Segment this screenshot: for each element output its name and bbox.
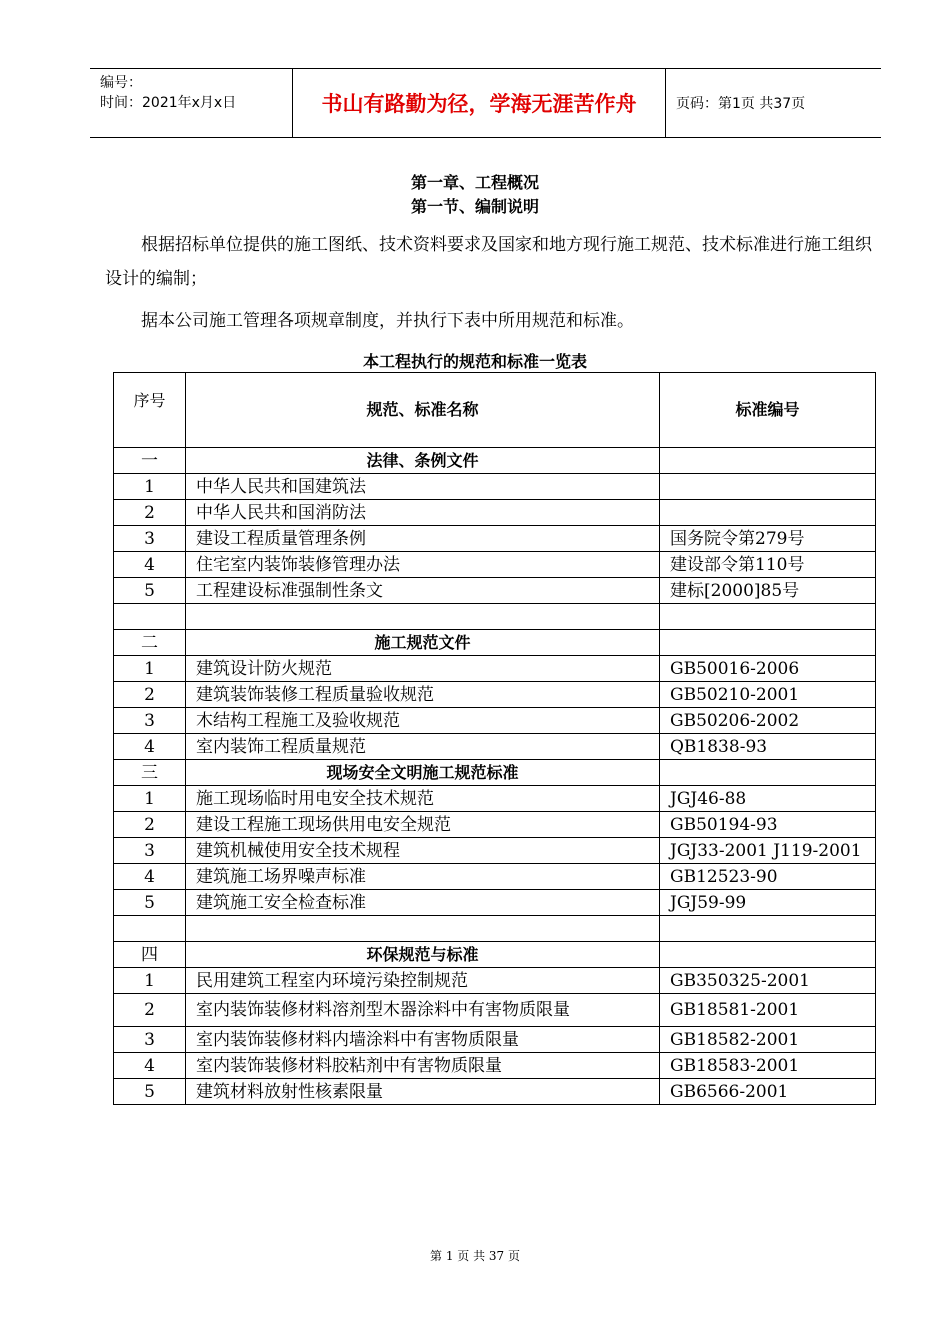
row-name-cell bbox=[186, 604, 660, 630]
header-page-info: 页码：第1页 共37页 bbox=[676, 96, 806, 112]
chapter-title: 第一章、工程概况 bbox=[410, 173, 539, 192]
table-row bbox=[114, 812, 876, 838]
row-name-cell: 施工现场临时用电安全技术规范 bbox=[186, 786, 660, 812]
row-number-cell: 5 bbox=[114, 890, 186, 916]
row-code-cell: GB6566-2001 bbox=[660, 1079, 876, 1105]
row-number-cell bbox=[114, 916, 186, 942]
row-number-cell bbox=[114, 604, 186, 630]
row-code-cell: GB50206-2002 bbox=[660, 708, 876, 734]
row-code-cell: JGJ33-2001 J119-2001 bbox=[660, 838, 876, 864]
row-number-cell: 1 bbox=[114, 474, 186, 500]
header-cell-number: 序号 bbox=[114, 373, 186, 448]
page-header bbox=[90, 68, 881, 138]
row-code-cell bbox=[660, 630, 876, 656]
header-cell-name: 规范、标准名称 bbox=[186, 373, 660, 448]
table-row bbox=[114, 656, 876, 682]
table-row bbox=[114, 1027, 876, 1053]
row-name-cell: 建筑材料放射性核素限量 bbox=[186, 1079, 660, 1105]
row-name-cell: 建设工程施工现场供用电安全规范 bbox=[186, 812, 660, 838]
table-title: 本工程执行的规范和标准一览表 bbox=[362, 352, 587, 371]
table-row bbox=[114, 1079, 876, 1105]
row-name-cell: 室内装饰工程质量规范 bbox=[186, 734, 660, 760]
table-row bbox=[114, 916, 876, 942]
row-number-cell: 2 bbox=[114, 812, 186, 838]
row-number-cell: 3 bbox=[114, 708, 186, 734]
table-row bbox=[114, 838, 876, 864]
row-code-cell: GB50016-2006 bbox=[660, 656, 876, 682]
table-row bbox=[114, 994, 876, 1027]
table-header-row bbox=[114, 373, 876, 448]
row-number-cell: 5 bbox=[114, 1079, 186, 1105]
row-name-cell: 中华人民共和国消防法 bbox=[186, 500, 660, 526]
row-code-cell: QB1838-93 bbox=[660, 734, 876, 760]
row-name-cell: 建筑机械使用安全技术规程 bbox=[186, 838, 660, 864]
row-code-cell: GB18582-2001 bbox=[660, 1027, 876, 1053]
row-number-cell: 1 bbox=[114, 968, 186, 994]
row-code-cell: JGJ46-88 bbox=[660, 786, 876, 812]
row-code-cell: GB12523-90 bbox=[660, 864, 876, 890]
row-code-cell: GB18583-2001 bbox=[660, 1053, 876, 1079]
row-number-cell: 4 bbox=[114, 1053, 186, 1079]
table-section-row bbox=[114, 448, 876, 474]
row-number-cell: 2 bbox=[114, 500, 186, 526]
row-number-cell: 1 bbox=[114, 656, 186, 682]
row-code-cell bbox=[660, 500, 876, 526]
row-number-cell: 5 bbox=[114, 578, 186, 604]
table-row bbox=[114, 474, 876, 500]
table-row bbox=[114, 734, 876, 760]
row-name-cell: 施工规范文件 bbox=[186, 630, 660, 656]
row-number-cell: 4 bbox=[114, 864, 186, 890]
row-number-cell: 4 bbox=[114, 552, 186, 578]
row-number-cell: 3 bbox=[114, 526, 186, 552]
table-row bbox=[114, 500, 876, 526]
row-name-cell: 工程建设标准强制性条文 bbox=[186, 578, 660, 604]
row-code-cell: 建设部令第110号 bbox=[660, 552, 876, 578]
table-row bbox=[114, 604, 876, 630]
table-row bbox=[114, 968, 876, 994]
row-number-cell: 四 bbox=[114, 942, 186, 968]
header-meta bbox=[90, 69, 292, 137]
row-name-cell: 建筑施工场界噪声标准 bbox=[186, 864, 660, 890]
header-motto: 书山有路勤为径，学海无涯苦作舟 bbox=[321, 92, 637, 116]
row-name-cell: 建筑设计防火规范 bbox=[186, 656, 660, 682]
table-row bbox=[114, 864, 876, 890]
table-row bbox=[114, 682, 876, 708]
row-code-cell: 建标[2000]85号 bbox=[660, 578, 876, 604]
row-number-cell: 2 bbox=[114, 994, 186, 1027]
row-name-cell: 建筑装饰装修工程质量验收规范 bbox=[186, 682, 660, 708]
row-name-cell: 木结构工程施工及验收规范 bbox=[186, 708, 660, 734]
row-name-cell: 环保规范与标准 bbox=[186, 942, 660, 968]
row-code-cell: GB350325-2001 bbox=[660, 968, 876, 994]
row-name-cell: 建筑施工安全检查标准 bbox=[186, 890, 660, 916]
time-label: 时间：2021年x月x日 bbox=[100, 95, 237, 111]
header-cell-code: 标准编号 bbox=[660, 373, 876, 448]
row-code-cell bbox=[660, 604, 876, 630]
row-code-cell: GB50210-2001 bbox=[660, 682, 876, 708]
paragraph-1: 根据招标单位提供的施工图纸、技术资料要求及国家和地方现行施工规范、技术标准进行施工组织设计的编制； bbox=[105, 235, 872, 289]
table-row bbox=[114, 578, 876, 604]
row-name-cell: 民用建筑工程室内环境污染控制规范 bbox=[186, 968, 660, 994]
table-row bbox=[114, 526, 876, 552]
table-row bbox=[114, 890, 876, 916]
table-row bbox=[114, 1053, 876, 1079]
row-number-cell: 2 bbox=[114, 682, 186, 708]
row-name-cell: 中华人民共和国建筑法 bbox=[186, 474, 660, 500]
number-label: 编号： bbox=[100, 75, 142, 91]
row-name-cell: 法律、条例文件 bbox=[186, 448, 660, 474]
row-name-cell: 现场安全文明施工规范标准 bbox=[186, 760, 660, 786]
section-title: 第一节、编制说明 bbox=[410, 197, 539, 216]
row-number-cell: 二 bbox=[114, 630, 186, 656]
row-name-cell: 室内装饰装修材料胶粘剂中有害物质限量 bbox=[186, 1053, 660, 1079]
row-number-cell: 三 bbox=[114, 760, 186, 786]
row-name-cell: 建设工程质量管理条例 bbox=[186, 526, 660, 552]
row-code-cell bbox=[660, 760, 876, 786]
row-code-cell bbox=[660, 916, 876, 942]
row-number-cell: 3 bbox=[114, 838, 186, 864]
table-section-row bbox=[114, 942, 876, 968]
row-code-cell: GB50194-93 bbox=[660, 812, 876, 838]
row-number-cell: 一 bbox=[114, 448, 186, 474]
row-name-cell: 室内装饰装修材料内墙涂料中有害物质限量 bbox=[186, 1027, 660, 1053]
row-name-cell bbox=[186, 916, 660, 942]
page-footer: 第 1 页 共 37 页 bbox=[430, 1249, 520, 1263]
row-code-cell bbox=[660, 942, 876, 968]
row-name-cell: 室内装饰装修材料溶剂型木器涂料中有害物质限量 bbox=[186, 994, 660, 1027]
row-code-cell: JGJ59-99 bbox=[660, 890, 876, 916]
row-number-cell: 3 bbox=[114, 1027, 186, 1053]
row-code-cell: GB18581-2001 bbox=[660, 994, 876, 1027]
paragraph-2: 据本公司施工管理各项规章制度，并执行下表中所用规范和标准。 bbox=[141, 311, 634, 331]
row-code-cell bbox=[660, 448, 876, 474]
standards-table bbox=[113, 372, 876, 1105]
row-number-cell: 4 bbox=[114, 734, 186, 760]
row-code-cell bbox=[660, 474, 876, 500]
header-divider bbox=[665, 69, 666, 137]
table-section-row bbox=[114, 630, 876, 656]
table-row bbox=[114, 552, 876, 578]
row-code-cell: 国务院令第279号 bbox=[660, 526, 876, 552]
row-number-cell: 1 bbox=[114, 786, 186, 812]
row-name-cell: 住宅室内装饰装修管理办法 bbox=[186, 552, 660, 578]
table-row bbox=[114, 708, 876, 734]
table-row bbox=[114, 786, 876, 812]
table-section-row bbox=[114, 760, 876, 786]
